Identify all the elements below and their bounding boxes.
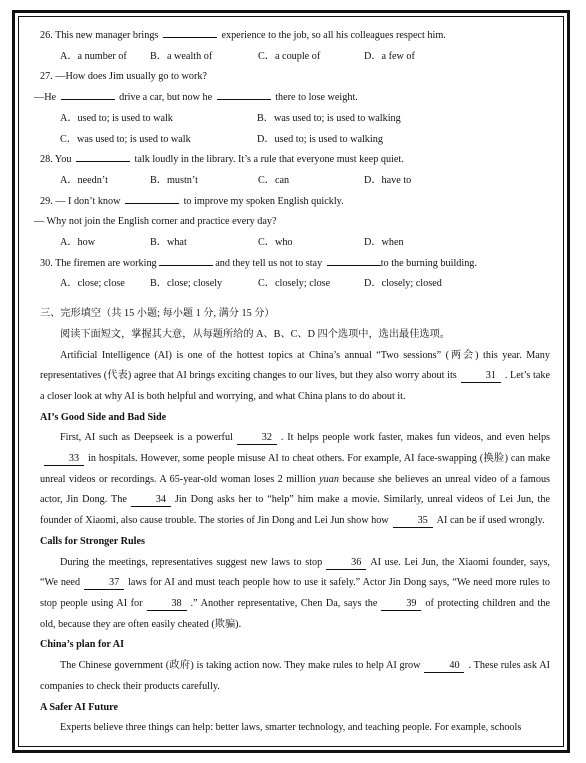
question-text: —He <box>34 92 57 104</box>
question-text: — I don’t know <box>55 195 121 207</box>
section-title: 三、完形填空（共 15 小题; 每小题 1 分, 满分 15 分） <box>40 308 275 320</box>
passage-text: Jin Dong asks her to “help” him make a movie. Similarly, unreal videos of Lei Jun, the founder of Xiaomi, also cause trouble. The stories of Jin Dong and Lei Jun show how <box>40 494 550 527</box>
answer-blank <box>217 88 271 100</box>
italic-yuan: yuan <box>319 473 339 485</box>
question-text: You <box>54 154 72 166</box>
passage-text: laws for AI and must teach people how to use it safely.” Actor Jin Dong says, “We need more rules to stop people using AI for <box>40 577 550 609</box>
passage-text: . These rules ask AI companies to check their products carefully. <box>40 660 550 692</box>
blank-36: 36 <box>326 557 366 570</box>
answer-blank <box>125 192 179 204</box>
question-text: This new manager brings <box>55 30 159 41</box>
question-29 <box>40 192 550 213</box>
answer-blank <box>327 254 381 266</box>
question-text: talk loudly in the library. It’s a rule that everyone must keep quiet. <box>134 154 404 166</box>
options-30 <box>40 274 550 295</box>
answer-blank <box>159 254 213 266</box>
blank-40: 40 <box>424 660 464 673</box>
question-29-line2: — Why not join the English corner and practice every day? <box>34 216 277 228</box>
blank-35: 35 <box>393 515 433 528</box>
options-27b <box>40 130 550 151</box>
passage-paragraph-5 <box>40 718 550 739</box>
heading-good-bad: AI’s Good Side and Bad Side <box>40 411 167 423</box>
section-instructions: 阅读下面短文，掌握其大意，从每题所给的 A、B、C、D 四个选项中，选出最佳选项。 <box>60 328 450 340</box>
options-26 <box>40 47 550 68</box>
heading-china-plan: China’s plan for AI <box>40 639 125 651</box>
option-d: D．when <box>364 237 404 249</box>
question-27-line2 <box>34 88 550 109</box>
passage-text: First, AI such as Deepseek is a powerful <box>60 432 233 444</box>
options-28 <box>40 171 550 192</box>
option-c: C．a couple of <box>258 50 321 62</box>
question-30 <box>40 254 550 275</box>
blank-37: 37 <box>84 577 124 590</box>
question-text: drive a car, but now he <box>119 92 213 104</box>
passage-text: because she believes an unreal video of a famous actor, Jin Dong. The <box>40 473 551 506</box>
option-d: D．closely; closed <box>364 278 442 290</box>
question-text: to the burning building. <box>380 257 477 269</box>
blank-32: 32 <box>237 432 277 445</box>
passage-text: .” Another representative, Chen Da, says the <box>190 597 378 609</box>
option-a: A．a number of <box>60 50 127 62</box>
question-number: 29. <box>40 195 53 207</box>
answer-blank <box>61 88 115 100</box>
passage-paragraph-1 <box>40 346 550 408</box>
passage-text: AI can be if used wrongly. <box>436 515 545 527</box>
option-b: B．close; closely <box>150 278 223 290</box>
options-27a <box>40 109 550 130</box>
question-27 <box>40 67 550 88</box>
question-26 <box>40 26 550 47</box>
blank-39: 39 <box>381 598 421 611</box>
passage-paragraph-3 <box>40 553 550 636</box>
option-a: A．needn’t <box>60 174 108 186</box>
passage-text: . Let’s take a closer look at why AI is both helpful and worrying, and what China plans to do about it. <box>40 370 551 402</box>
option-a: A．how <box>60 237 96 249</box>
passage-text: AI use. Lei Jun, the Xiaomi founder, says, “We need <box>40 556 550 589</box>
answer-blank <box>76 150 130 162</box>
blank-31: 31 <box>461 370 501 383</box>
question-number: 30. <box>40 257 53 269</box>
options-29 <box>40 233 550 254</box>
option-b: B．mustn’t <box>150 174 198 186</box>
option-b: B．a wealth of <box>150 50 213 62</box>
option-c: C．can <box>258 174 290 186</box>
passage-text: in hospitals. However, some people misuse AI to cheat others. For example, AI face-swapping (换脸) can make unreal videos or recordings. A 65-year-old woman loses 2 million <box>40 453 550 485</box>
question-text: there to lose weight. <box>275 92 358 104</box>
question-number: 27. <box>40 71 53 83</box>
passage-text: The Chinese government (政府) is taking action now. They make rules to help AI grow <box>60 660 421 672</box>
blank-38: 38 <box>147 598 187 611</box>
option-a: A．close; close <box>60 278 125 290</box>
option-a: A．used to; is used to walk <box>60 112 173 124</box>
blank-33: 33 <box>44 453 84 466</box>
option-d: D．a few of <box>364 50 415 62</box>
passage-paragraph-4 <box>40 656 550 697</box>
question-text: to improve my spoken English quickly. <box>183 195 344 207</box>
passage-paragraph-2 <box>40 428 550 532</box>
option-b: B．was used to; is used to walking <box>257 112 401 124</box>
question-number: 28. <box>40 154 53 166</box>
answer-blank <box>163 26 217 38</box>
heading-safer-future: A Safer AI Future <box>40 701 119 713</box>
passage-text: Artificial Intelligence (AI) is one of the hottest topics at China’s annual “Two sessions” (两会) this year. Many representatives (代表) agree that AI brings exciting changes to our lives, but they also worry about its <box>40 349 550 382</box>
option-c: C．closely; close <box>258 278 331 290</box>
passage-text: Experts believe three things can help: better laws, smarter technology, and teaching people. For example, schools <box>60 722 522 734</box>
question-text: and they tell us not to stay <box>215 257 323 269</box>
question-text: experience to the job, so all his colleagues respect him. <box>221 30 446 41</box>
question-text: —How does Jim usually go to work? <box>55 71 207 83</box>
option-d: D．used to; is used to walking <box>257 133 383 145</box>
passage-text: During the meetings, representatives suggest new laws to stop <box>60 556 323 568</box>
option-c: C．was used to; is used to walk <box>60 133 191 145</box>
option-b: B．what <box>150 237 187 249</box>
option-c: C．who <box>258 237 293 249</box>
blank-34: 34 <box>131 494 171 507</box>
option-d: D．have to <box>364 174 412 186</box>
question-number: 26. <box>40 30 53 41</box>
question-text: The firemen are working <box>55 257 157 269</box>
exam-content <box>34 26 551 739</box>
heading-stronger-rules: Calls for Stronger Rules <box>40 535 145 547</box>
passage-text: . It helps people work faster, makes fun videos, and even helps <box>280 432 551 444</box>
passage-text: of protecting children and the old, because they are often easily cheated (欺骗). <box>40 597 550 630</box>
question-28 <box>40 150 550 171</box>
